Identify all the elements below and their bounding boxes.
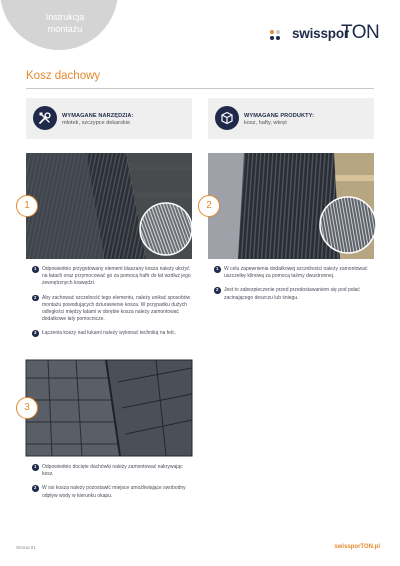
- step-text: W osi kosza należy pozostawić miejsce umożliwiające swobodny odpływ wody w kierunku okapu.: [42, 485, 186, 499]
- logo-dots-icon: [270, 30, 292, 42]
- steps-list-2: [214, 266, 374, 309]
- photo-step-2: [208, 153, 374, 259]
- logo-word-ton: TON: [341, 22, 380, 43]
- step-text: Odpowiednio przygotowany element blaszany kosza należy ułożyć na łatach oraz przymocować go za pomocą haftr do łat wzdłuż jego zewnętrznych krawędzi.: [42, 266, 191, 287]
- swissporton-logo: [270, 24, 380, 46]
- required-tools-value: młotek, szczypce dekarskie: [62, 120, 131, 126]
- step-number: 2: [214, 287, 221, 294]
- step-number: 3: [32, 330, 39, 337]
- required-products-value: kosz, hafty, wkręt: [244, 120, 287, 126]
- page-number: Strona 01: [16, 545, 36, 550]
- step-number: 2: [32, 485, 39, 492]
- step-item: [32, 485, 192, 499]
- page-title: Kosz dachowy: [26, 70, 101, 82]
- step-badge-2: 2: [198, 195, 220, 217]
- required-products-box: [208, 98, 374, 139]
- document-badge: [0, 0, 118, 50]
- step-badge-1: 1: [16, 195, 38, 217]
- step-text: Aby zachować szczelność tego elementu, należy unikać sposobów montażu powodujących dziurawienie kosza. W przypadku dużych odległości między łatami w obrębie kosza należy zamontować dodatkowe łaty pomocnicze.: [42, 294, 191, 323]
- required-tools-box: [26, 98, 192, 139]
- required-products-label: WYMAGANE PRODUKTY:: [244, 113, 315, 119]
- step-number: 1: [32, 266, 39, 273]
- step-number: 1: [32, 464, 39, 471]
- photo-step-3: [26, 360, 192, 456]
- step-item: [32, 330, 192, 337]
- badge-line-1: Instrukcja: [45, 12, 85, 22]
- steps-list-3: [32, 464, 192, 507]
- step-item: [32, 295, 192, 324]
- tools-icon: [33, 106, 57, 130]
- step-number: 2: [32, 295, 39, 302]
- required-tools-label: WYMAGANE NARZĘDZIA:: [62, 113, 134, 119]
- box-icon: [215, 106, 239, 130]
- step-item: [214, 266, 374, 280]
- title-divider: [26, 88, 374, 89]
- step-text: Odpowiednio docięte dachówki należy zamontować nakrywając kosz.: [42, 464, 183, 478]
- step-badge-3: 3: [16, 397, 38, 419]
- badge-text: [34, 11, 96, 35]
- logo-word-swisspor: swisspor: [292, 26, 349, 41]
- step-text: Jest to zabezpieczenie przed przedostawaniem się pod połać zacinającego deszczu lub śniegu.: [224, 287, 360, 301]
- step-text: Łączenia koszy nad łukami należy wykonać techniką na felc.: [42, 330, 176, 337]
- steps-list-1: [32, 266, 192, 345]
- step-item: [32, 464, 192, 478]
- step-item: [32, 266, 192, 288]
- step-number: 1: [214, 266, 221, 273]
- step-item: [214, 287, 374, 301]
- website-link[interactable]: swissporTON.pl: [334, 544, 380, 550]
- step-text: W celu zapewnienia dodatkowej szczelności należy zamontować uszczelkę klinową za pomocą taśmy dwustronnej.: [224, 266, 368, 280]
- photo-step-1: [26, 153, 192, 259]
- badge-line-2: montażu: [47, 24, 83, 34]
